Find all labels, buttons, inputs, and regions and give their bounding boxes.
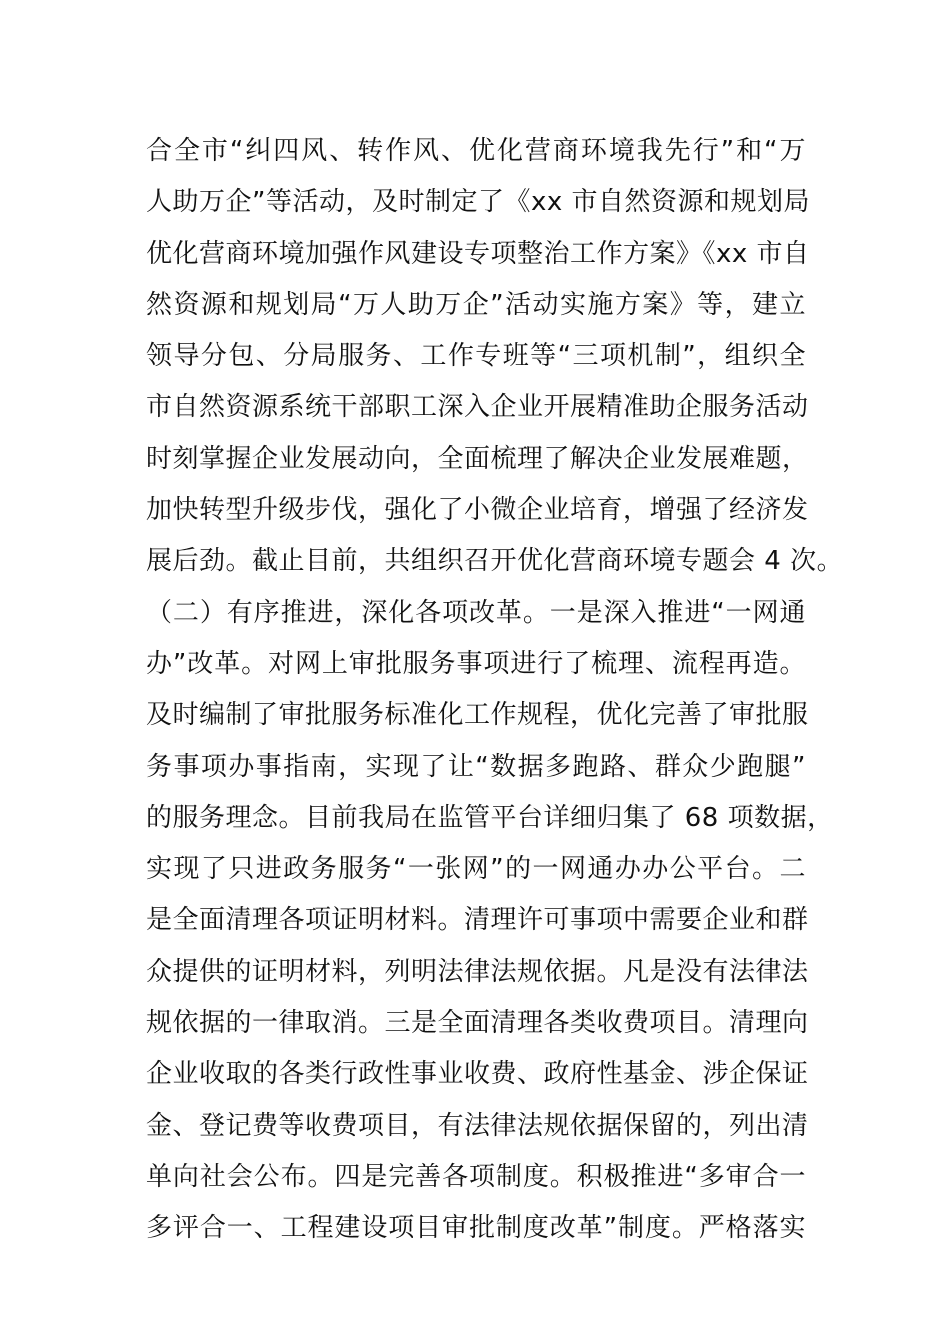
- text-line: （二）有序推进，深化各项改革。一是深入推进“一网通: [146, 597, 806, 628]
- text-line: 人助万企”等活动，及时制定了《xx 市自然资源和规划局: [146, 187, 811, 218]
- text-line: 合全市“纠四风、转作风、优化营商环境我先行”和“万: [146, 136, 806, 166]
- text-line: 的服务理念。目前我局在监管平台详细归集了 68 项数据，: [146, 802, 834, 833]
- text-line: 企业收取的各类行政性事业收费、政府性基金、涉企保证: [146, 1059, 809, 1090]
- text-line: 单向社会公布。四是完善各项制度。积极推进“多审合一: [146, 1161, 806, 1192]
- body-text: [146, 126, 844, 1255]
- text-line: 及时编制了审批服务标准化工作规程，优化完善了审批服: [146, 700, 809, 731]
- text-line: 加快转型升级步伐，强化了小微企业培育，增强了经济发: [146, 495, 809, 526]
- text-line: 众提供的证明材料，列明法律法规依据。凡是没有法律法: [146, 956, 809, 987]
- text-line: 领导分包、分局服务、工作专班等“三项机制”，组织全: [146, 341, 806, 372]
- text-line: 办”改革。对网上审批服务事项进行了梳理、流程再造。: [146, 648, 806, 679]
- text-line: 多评合一、工程建设项目审批制度改革”制度。严格落实: [146, 1213, 806, 1244]
- text-line: 实现了只进政务服务“一张网”的一网通办办公平台。二: [146, 854, 806, 885]
- text-line: 市自然资源系统干部职工深入企业开展精准助企服务活动: [146, 392, 809, 423]
- text-line: 优化营商环境加强作风建设专项整治工作方案》《xx 市自: [146, 238, 810, 269]
- text-line: 金、登记费等收费项目，有法律法规依据保留的，列出清: [146, 1110, 809, 1141]
- text-line: 务事项办事指南，实现了让“数据多跑路、群众少跑腿”: [146, 751, 806, 782]
- text-line: 然资源和规划局“万人助万企”活动实施方案》等，建立: [146, 289, 806, 320]
- text-line: 展后劲。截止目前，共组织召开优化营商环境专题会 4 次。: [146, 546, 844, 577]
- text-line: 是全面清理各项证明材料。清理许可事项中需要企业和群: [146, 905, 809, 936]
- text-line: 时刻掌握企业发展动向，全面梳理了解决企业发展难题，: [146, 443, 809, 474]
- text-line: 规依据的一律取消。三是全面清理各类收费项目。清理向: [146, 1008, 809, 1039]
